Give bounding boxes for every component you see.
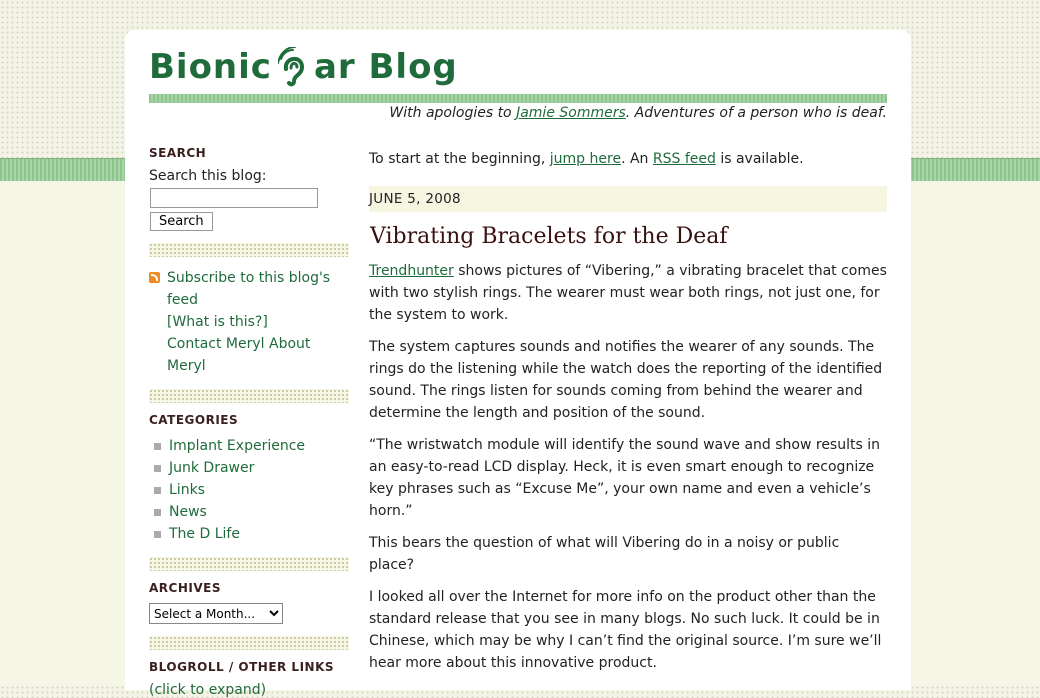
contact-link[interactable]: Contact Meryl bbox=[167, 336, 265, 352]
what-is-this-close: ] bbox=[262, 314, 268, 330]
blogroll-expand-link[interactable]: (click to expand) bbox=[149, 682, 267, 698]
archives-month-select[interactable] bbox=[149, 603, 283, 624]
search-heading: SEARCH bbox=[149, 146, 207, 160]
header bbox=[149, 42, 887, 121]
post-paragraph: This bears the question of what will Vibering do in a noisy or public place? bbox=[369, 535, 840, 573]
what-is-this-link[interactable]: What is this? bbox=[172, 314, 263, 330]
post-body bbox=[369, 260, 887, 674]
divider bbox=[149, 557, 349, 571]
about-link[interactable]: About Meryl bbox=[167, 336, 311, 374]
ear-icon bbox=[278, 47, 310, 87]
intro-mid: . An bbox=[621, 151, 653, 167]
category-item[interactable]: The D Life bbox=[149, 523, 349, 545]
categories-list bbox=[149, 435, 349, 545]
post-paragraph bbox=[369, 260, 887, 326]
intro-prefix: To start at the beginning, bbox=[369, 151, 550, 167]
tagline-suffix: . Adventures of a person who is deaf. bbox=[625, 105, 887, 121]
sidebar bbox=[149, 146, 349, 698]
blogroll-heading: BLOGROLL / OTHER LINKS bbox=[149, 660, 335, 674]
main-content bbox=[369, 146, 887, 684]
rss-feed-link[interactable]: RSS feed bbox=[652, 151, 716, 167]
rss-icon bbox=[149, 272, 160, 283]
paragraph-text: shows pictures of “Vibering,” a vibrating bracelet that comes with two stylish rings. The wearer must wear both rings, not just one, for the system to work. bbox=[369, 263, 887, 323]
blog-title-part2: ar Blog bbox=[313, 47, 458, 87]
blog-title-part1: Bionic bbox=[149, 47, 272, 87]
categories-heading: CATEGORIES bbox=[149, 413, 239, 427]
category-item[interactable]: Junk Drawer bbox=[149, 457, 349, 479]
post-paragraph: I looked all over the Internet for more info on the product other than the standard release that you see in many blogs. No such luck. It could be in Chinese, which may be why I can’t find the original source. I’m sure we’ll hear more about this innovative product. bbox=[369, 589, 882, 671]
post-paragraph: The system captures sounds and notifies the wearer of any sounds. The rings do the listening while the watch does the reporting of the identified sound. The rings listen for sounds coming from behind the wearer and determine the length and position of the sound. bbox=[369, 339, 883, 421]
jump-here-link[interactable]: jump here bbox=[549, 151, 622, 167]
intro-suffix: is available. bbox=[715, 151, 804, 167]
subscribe-link[interactable]: Subscribe to this blog's feed bbox=[167, 270, 331, 308]
archives-heading: ARCHIVES bbox=[149, 581, 221, 595]
post-title[interactable]: Vibrating Bracelets for the Deaf bbox=[370, 224, 728, 249]
tagline bbox=[389, 105, 887, 121]
blog-title[interactable] bbox=[149, 42, 887, 92]
divider bbox=[149, 636, 349, 650]
title-stripe-bar bbox=[149, 94, 887, 103]
intro-text bbox=[369, 148, 887, 170]
trendhunter-link[interactable]: Trendhunter bbox=[369, 263, 454, 279]
divider bbox=[149, 389, 349, 403]
category-item[interactable]: Implant Experience bbox=[149, 435, 349, 457]
post-paragraph: “The wristwatch module will identify the sound wave and show results in an easy-to-read LCD display. Heck, it is even smart enough to recognize key phrases such as “Excuse Me”, your own name and even a vehicle’s horn.” bbox=[369, 437, 880, 519]
jamie-sommers-link[interactable]: Jamie Sommers bbox=[516, 105, 626, 121]
post-date: JUNE 5, 2008 bbox=[369, 186, 887, 212]
search-button[interactable]: Search bbox=[150, 212, 213, 231]
feed-block bbox=[149, 267, 349, 377]
category-item[interactable]: News bbox=[149, 501, 349, 523]
tagline-prefix: With apologies to bbox=[389, 105, 517, 121]
category-item[interactable]: Links bbox=[149, 479, 349, 501]
search-input[interactable] bbox=[150, 188, 318, 208]
divider bbox=[149, 243, 349, 257]
search-label: Search this blog: bbox=[149, 168, 267, 184]
page-container bbox=[125, 30, 911, 698]
what-is-this-open: [ bbox=[167, 314, 173, 330]
